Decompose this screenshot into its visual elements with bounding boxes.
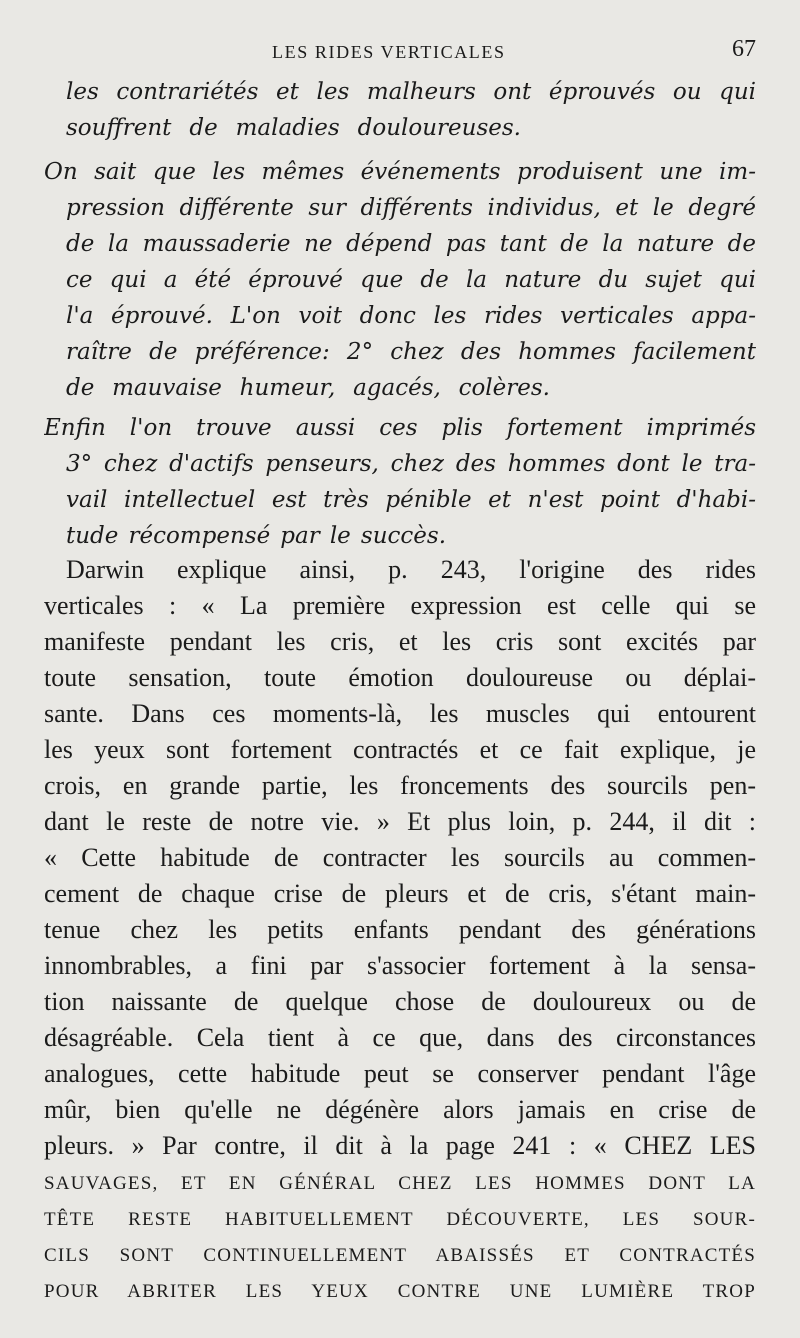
text-line: de la maussaderie ne dépend pas tant de la nature de	[66, 231, 756, 257]
text-line: tenue chez les petits enfants pendant des générations	[44, 915, 756, 944]
text-line: désagréable. Cela tient à ce que, dans des circonstances	[44, 1023, 756, 1052]
text-line: souffrent de maladies douloureuses.	[66, 115, 521, 141]
text-line: pleurs. » Par contre, il dit à la page 241 : « CHEZ LES	[44, 1131, 756, 1160]
text-line: les contrariétés et les malheurs ont éprouvés ou qui	[66, 79, 756, 105]
text-line: les yeux sont fortement contractés et ce fait explique, je	[44, 735, 756, 764]
text-line: tude récompensé par le succès.	[66, 523, 446, 549]
text-line: de mauvaise humeur, agacés, colères.	[66, 375, 550, 401]
page-header	[0, 36, 800, 68]
text-line: CILS SONT CONTINUELLEMENT ABAISSÉS ET CONTRACTÉS	[44, 1245, 756, 1266]
text-line: cement de chaque crise de pleurs et de cris, s'étant main-	[44, 879, 756, 908]
text-line: On sait que les mêmes événements produisent une im-	[44, 159, 756, 185]
text-line: ce qui a été éprouvé que de la nature du sujet qui	[66, 267, 756, 293]
text-line: « Cette habitude de contracter les sourcils au commen-	[44, 843, 756, 872]
text-line: Enfin l'on trouve aussi ces plis fortement imprimés	[44, 415, 756, 441]
text-line: sante. Dans ces moments-là, les muscles qui entourent	[44, 699, 756, 728]
running-title: LES RIDES VERTICALES	[272, 42, 506, 62]
text-line: SAUVAGES, ET EN GÉNÉRAL CHEZ LES HOMMES DONT LA	[44, 1173, 756, 1194]
text-line: TÊTE RESTE HABITUELLEMENT DÉCOUVERTE, LES SOUR-	[44, 1209, 756, 1230]
text-line: pression différente sur différents individus, et le degré	[66, 195, 756, 221]
text-line: manifeste pendant les cris, et les cris sont excités par	[44, 627, 756, 656]
text-line: verticales : « La première expression est celle qui se	[44, 591, 756, 620]
text-line: POUR ABRITER LES YEUX CONTRE UNE LUMIÈRE TROP	[44, 1281, 756, 1302]
page-number: 67	[732, 36, 756, 62]
text-line: innombrables, a fini par s'associer fortement à la sensa-	[44, 951, 756, 980]
text-line: raître de préférence: 2° chez des hommes facilement	[66, 339, 756, 365]
text-line: Darwin explique ainsi, p. 243, l'origine des rides	[66, 555, 756, 584]
text-line: l'a éprouvé. L'on voit donc les rides verticales appa-	[66, 303, 756, 329]
text-line: toute sensation, toute émotion douloureuse ou déplai-	[44, 663, 756, 692]
text-line: vail intellectuel est très pénible et n'est point d'habi-	[66, 487, 756, 513]
text-line: 3° chez d'actifs penseurs, chez des hommes dont le tra-	[66, 451, 756, 477]
text-line: analogues, cette habitude peut se conserver pendant l'âge	[44, 1059, 756, 1088]
text-line: tion naissante de quelque chose de douloureux ou de	[44, 987, 756, 1016]
text-line: mûr, bien qu'elle ne dégénère alors jamais en crise de	[44, 1095, 756, 1124]
text-line: crois, en grande partie, les froncements des sourcils pen-	[44, 771, 756, 800]
text-line: dant le reste de notre vie. » Et plus loin, p. 244, il dit :	[44, 807, 756, 836]
